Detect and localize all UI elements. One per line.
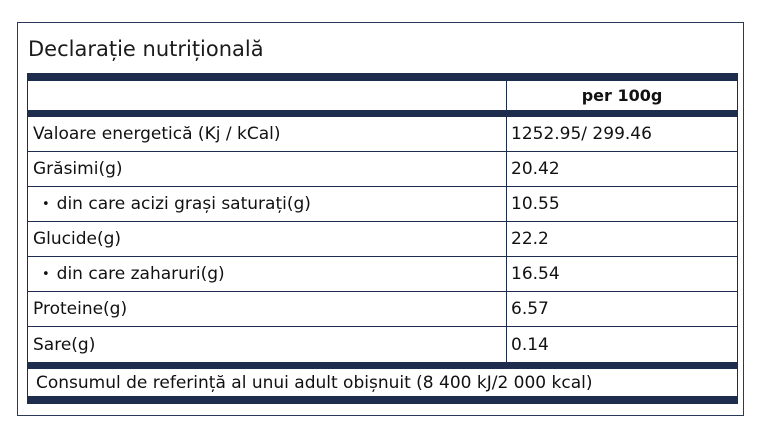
row-value: 10.55 (511, 194, 560, 214)
table-row (28, 327, 737, 362)
header-per-100g: per 100g (581, 86, 663, 105)
bullet-icon: • (42, 196, 50, 212)
table-row (28, 152, 737, 187)
table-header-row (28, 74, 737, 117)
row-label: Glucide(g) (28, 222, 507, 256)
row-label-sub (28, 187, 507, 221)
table-row (28, 292, 737, 327)
row-label-text: din care acizi grași saturați(g) (56, 194, 311, 214)
row-value: 16.54 (511, 264, 560, 284)
row-value: 6.57 (511, 299, 549, 319)
page-title: Declarație nutrițională (28, 37, 264, 61)
row-label: Valoare energetică (Kj / kCal) (28, 117, 507, 151)
row-value: 0.14 (511, 334, 549, 355)
row-label: Grăsimi(g) (28, 152, 507, 186)
row-value: 1252.95/ 299.46 (511, 124, 652, 144)
row-label-sub (28, 257, 507, 291)
row-label: Proteine(g) (28, 292, 507, 326)
table-row (28, 117, 737, 152)
reference-intake-note: Consumul de referință al unui adult obișnuit (8 400 kJ/2 000 kcal) (28, 362, 737, 403)
row-value: 20.42 (511, 159, 560, 179)
row-label: Sare(g) (28, 327, 507, 362)
row-label-text: din care zaharuri(g) (56, 264, 225, 284)
table-row (28, 222, 737, 257)
table-row (28, 187, 737, 222)
header-label-cell (28, 81, 507, 110)
table-row (28, 257, 737, 292)
nutrition-table (27, 73, 738, 404)
bullet-icon: • (42, 266, 50, 282)
row-value: 22.2 (511, 229, 549, 249)
nutrition-panel (17, 22, 744, 416)
